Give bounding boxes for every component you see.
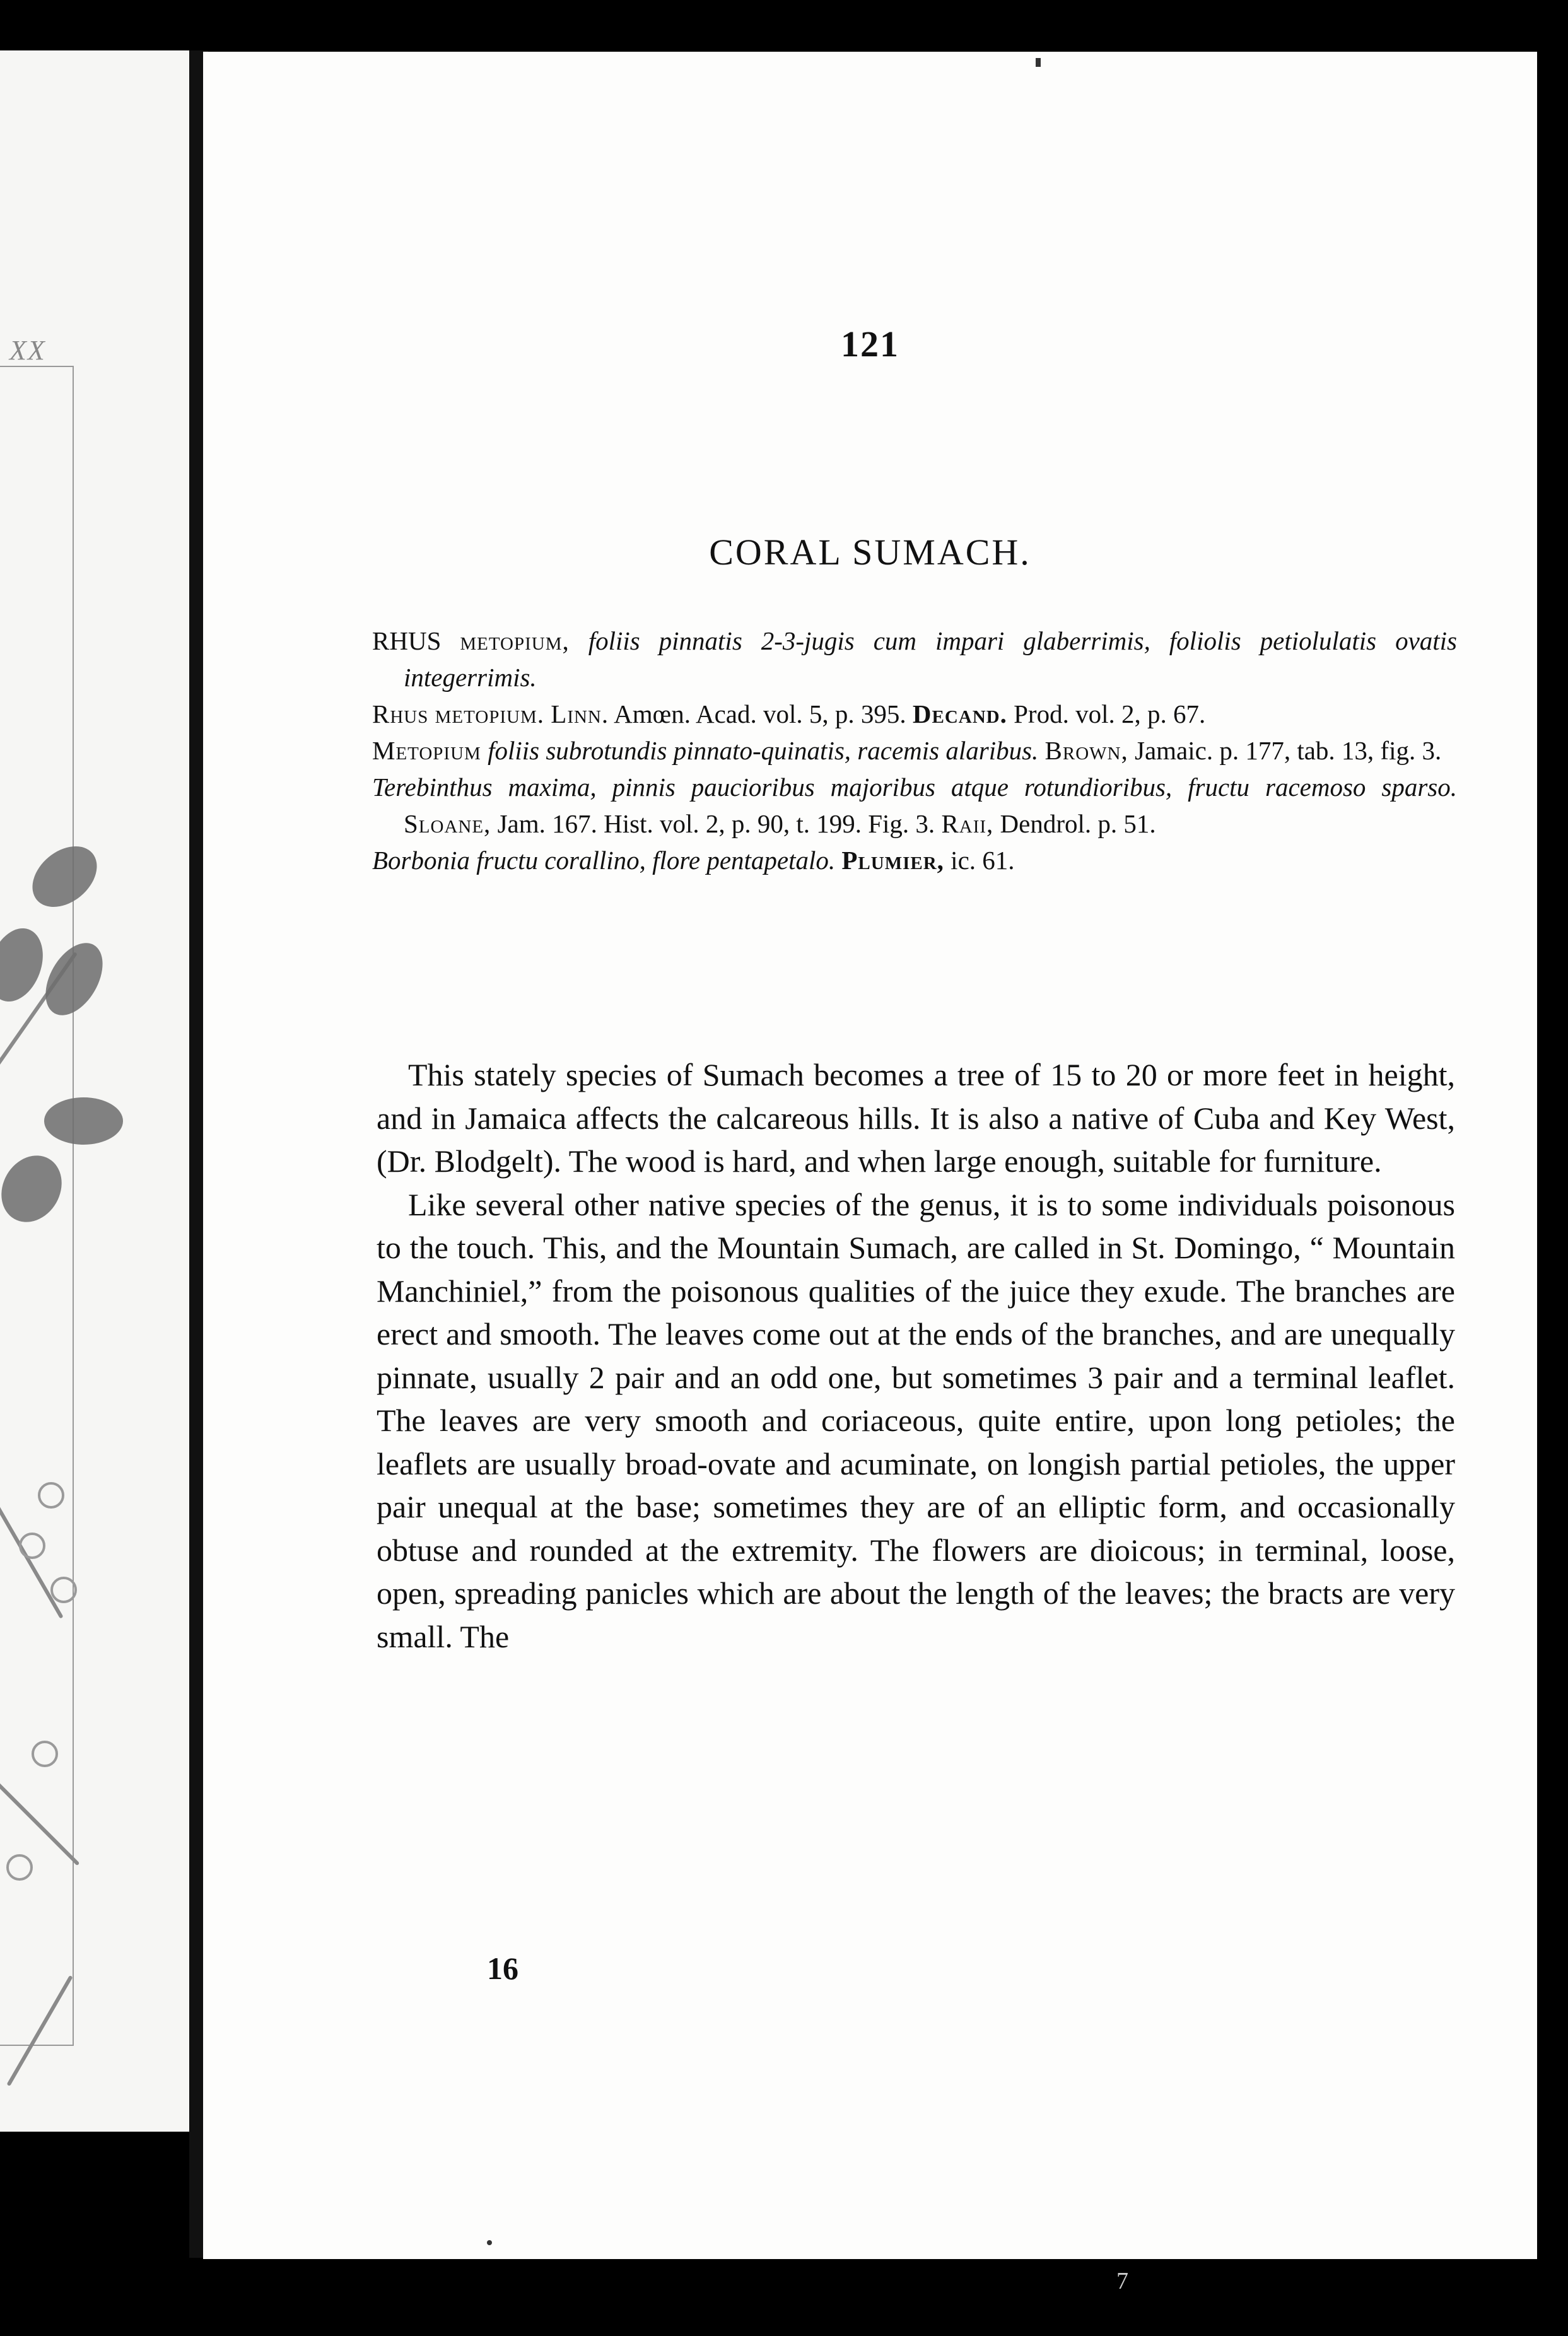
page-number: 121 <box>841 324 899 365</box>
citation-text: Prod. vol. 2, p. 67. <box>1014 699 1206 728</box>
synonym-entry <box>372 842 1457 879</box>
species-name: metopium. <box>435 699 545 728</box>
author-name: Plumier, <box>841 846 944 875</box>
genus-name: Metopium <box>372 736 481 765</box>
body-text <box>377 1053 1455 1658</box>
citation-text: Dendrol. p. 51. <box>1000 809 1156 838</box>
signature-mark: 16 <box>487 1951 518 1986</box>
citation-text: Jamaic. p. 177, tab. 13, fig. 3. <box>1135 736 1442 765</box>
scan-footer-mark: 7 <box>1116 2268 1128 2294</box>
citation-text: Jam. 167. Hist. vol. 2, p. 90, t. 199. Fig. 3. <box>497 809 935 838</box>
flower-illustration <box>6 1854 33 1881</box>
diagnosis-text: Borbonia fructu corallino, flore pentapetalo. <box>372 846 836 875</box>
author-name: Raii, <box>941 809 994 838</box>
page-title: CORAL SUMACH. <box>709 532 1031 573</box>
author-name: Brown, <box>1044 736 1128 765</box>
plate-number: XX <box>9 335 46 366</box>
flower-illustration <box>38 1482 64 1509</box>
synonymy-block <box>372 622 1457 879</box>
body-paragraph: Like several other native species of the genus, it is to some individuals poisonous to the touch. This, and the Mountain Sumach, are called in St. Domingo, “ Mountain Manchiniel,” from the poisonous qualities of the juice they exude. The branches are erect and smooth. The leaves come out at the ends of the branches, and are unequally pinnate, usually 2 pair and an odd one, but sometimes 3 pair and a terminal leaflet. The leaves are very smooth and coriaceous, quite entire, upon long petioles; the leaflets are usually broad-ovate and acuminate, on longish partial petioles, the upper pair unequal at the base; sometimes they are of an elliptic form, and occasionally obtuse and rounded at the extremity. The flowers are dioicous; in terminal, loose, open, spreading panicles which are about the length of the leaves; the bracts are very small. The <box>377 1186 1455 1654</box>
flower-illustration <box>32 1741 58 1767</box>
paper-speck <box>1036 58 1041 67</box>
paper-speck <box>487 2240 492 2245</box>
synonym-entry <box>372 732 1457 769</box>
author-name: Sloane, <box>404 809 491 838</box>
synonym-entry <box>372 769 1457 842</box>
diagnosis-text: foliis subrotundis pinnato-quinatis, racemis alaribus. <box>488 736 1039 765</box>
citation-text: Amœn. Acad. vol. 5, p. 395. <box>614 699 906 728</box>
book-page <box>203 52 1537 2259</box>
leaf-illustration <box>44 1097 123 1145</box>
scan-border <box>1537 50 1568 2336</box>
author-name: Linn. <box>551 699 609 728</box>
flower-illustration <box>50 1577 77 1603</box>
species-name: metopium, <box>460 626 570 655</box>
synonym-entry <box>372 696 1457 732</box>
facing-plate-page <box>0 50 189 2132</box>
flower-illustration <box>19 1533 45 1559</box>
citation-text: ic. 61. <box>951 846 1015 875</box>
body-paragraph: This stately species of Sumach becomes a tree of 15 to 20 or more feet in height, and in Jamaica affects the calcareous hills. It is also a native of Cuba and Key West, (Dr. Blodgelt). The wood is hard, and when large enough, suitable for furniture. <box>377 1057 1455 1179</box>
genus-name: RHUS <box>372 626 442 655</box>
diagnosis-text: Terebinthus maxima, pinnis paucioribus majoribus atque rotundioribus, fructu racemoso sparso. <box>372 773 1457 802</box>
synonym-entry <box>372 622 1457 696</box>
author-name: Decand. <box>912 699 1007 728</box>
diagnosis-text: foliis pinnatis 2-3-jugis cum impari glaberrimis, foliolis petiolulatis ovatis integerrimis. <box>404 626 1458 692</box>
genus-name: Rhus <box>372 699 429 728</box>
